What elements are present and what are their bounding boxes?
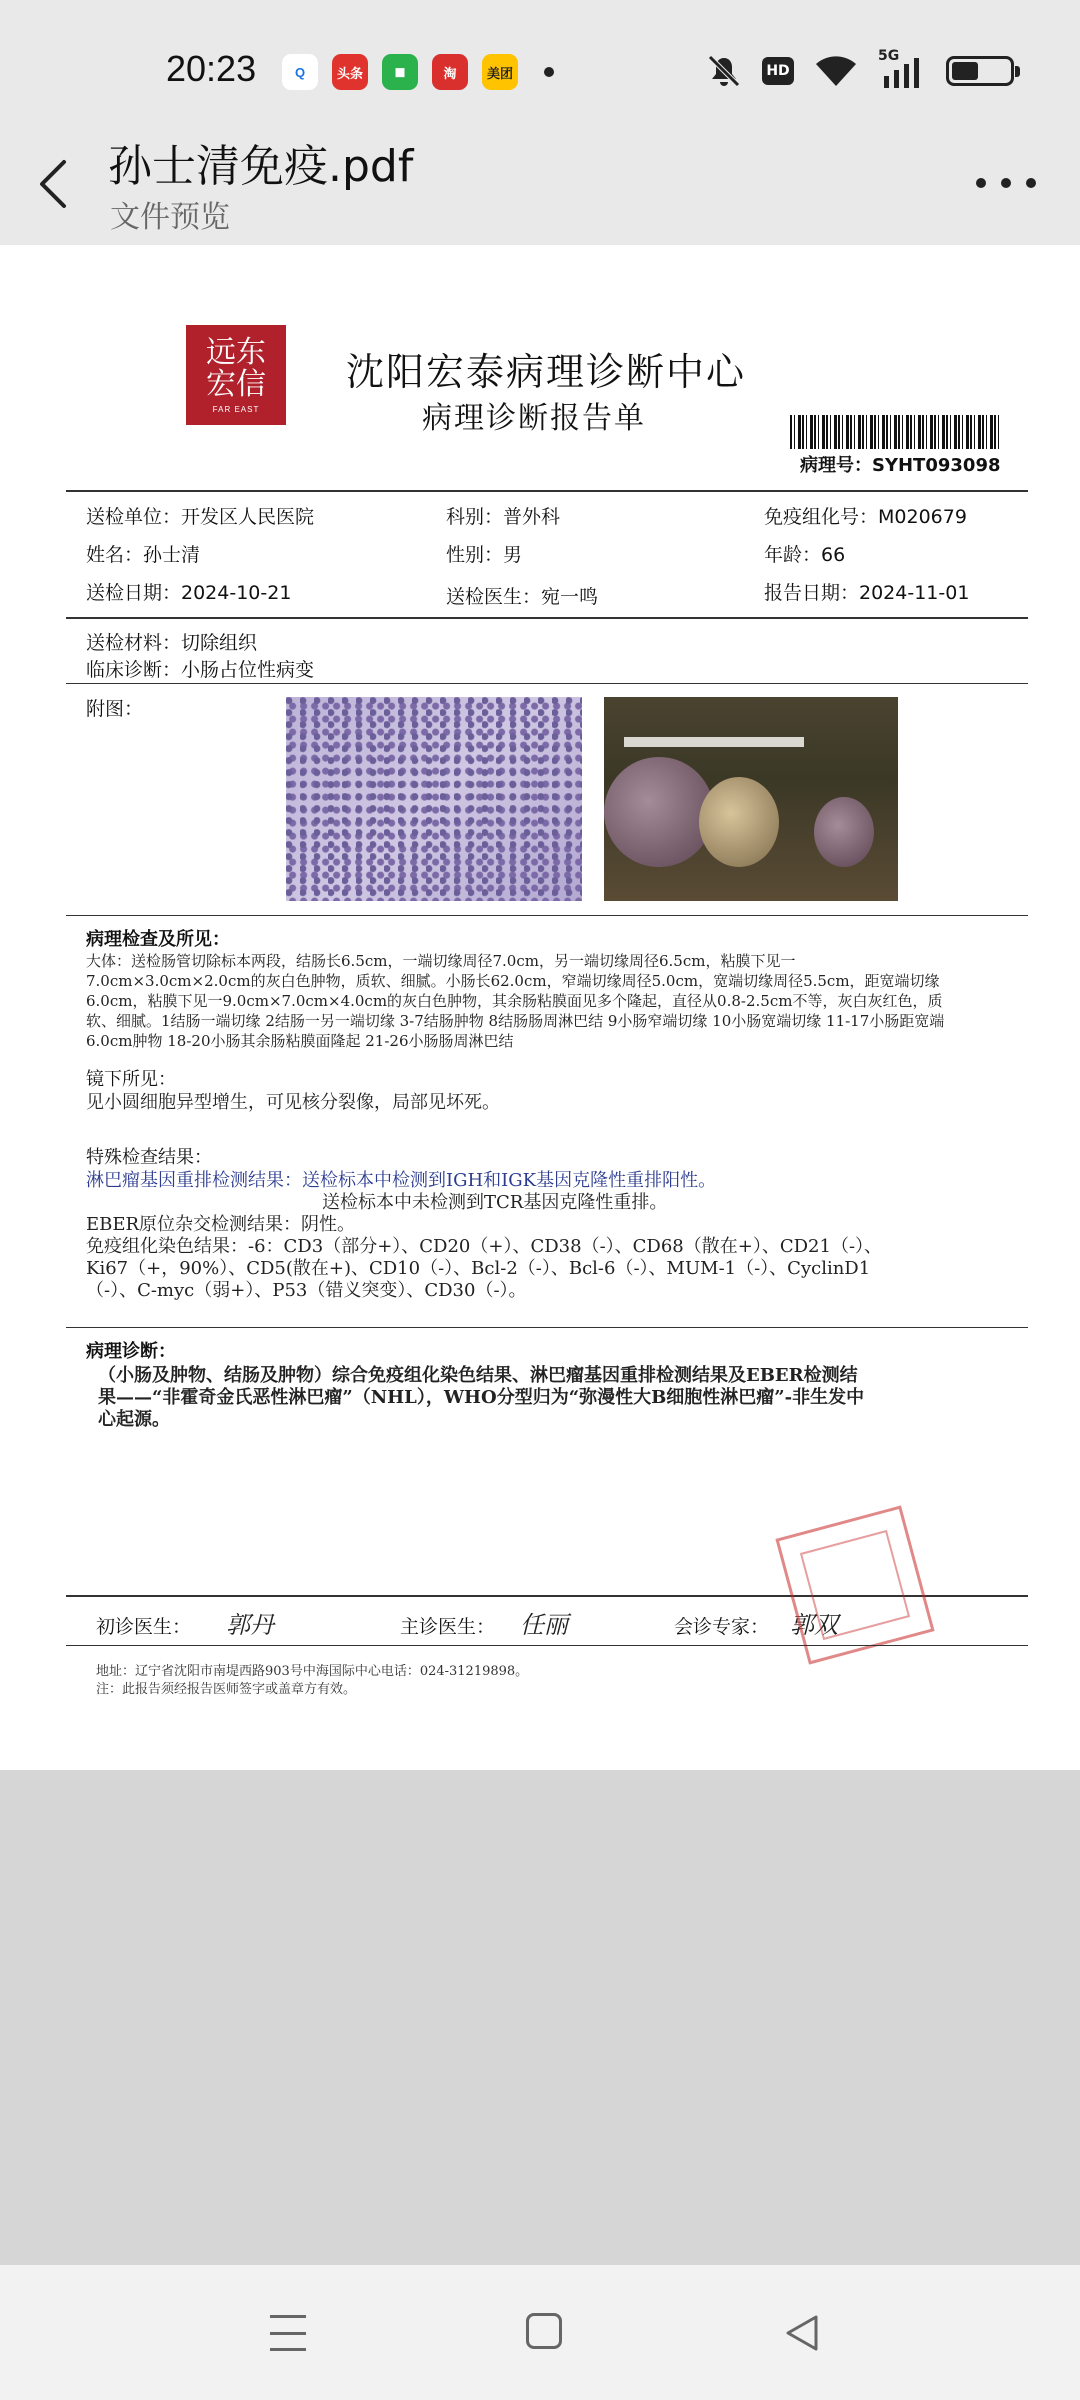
back-triangle-icon[interactable] xyxy=(782,2313,822,2353)
divider xyxy=(66,683,1028,684)
file-title: 孙士清免疫.pdf xyxy=(108,141,414,192)
patient-sex: 性别：男 xyxy=(446,544,523,566)
pdf-page[interactable] xyxy=(0,245,1080,1770)
ihc-result-3: （-）、C-myc（弱+）、P53（错义突变）、CD30（-）。 xyxy=(86,1280,527,1301)
eber-result: EBER原位杂交检测结果：阴性。 xyxy=(86,1214,356,1235)
battery-icon xyxy=(946,56,1014,86)
send-doctor: 送检医生：宛一鸣 xyxy=(446,586,599,608)
seal-stamp xyxy=(775,1505,934,1664)
hospital-logo: 远东 宏信 FAR EAST xyxy=(186,325,286,425)
ihc-number: 免疫组化号：M020679 xyxy=(764,506,967,528)
diagnosis-line-2: 果——“非霍奇金氏恶性淋巴瘤”（NHL），WHO分型归为“弥漫性大B细胞性淋巴瘤”-非生发中 xyxy=(98,1387,865,1408)
send-unit: 送检单位：开发区人民医院 xyxy=(86,506,315,528)
divider xyxy=(66,617,1028,619)
clinical-diagnosis: 临床诊断：小肠占位性病变 xyxy=(86,659,315,681)
main-doctor-signature: 任丽 xyxy=(520,1611,568,1639)
system-icons xyxy=(706,48,1014,88)
consult-label: 会诊专家： xyxy=(674,1616,770,1638)
main-doctor-label: 主诊医生： xyxy=(400,1616,496,1638)
hd-icon: HD xyxy=(762,57,794,85)
file-subtitle: 文件预览 xyxy=(110,200,230,235)
special-heading: 特殊检查结果： xyxy=(86,1147,212,1168)
back-arrow-icon[interactable] xyxy=(30,154,80,214)
divider xyxy=(66,490,1028,492)
status-time: 20:23 xyxy=(166,48,257,89)
pathology-number: 病理号：SYHT093098 xyxy=(800,455,1001,476)
network-type: 5G xyxy=(878,48,900,64)
wifi-icon xyxy=(814,54,858,88)
center-name: 沈阳宏泰病理诊断中心 xyxy=(346,350,747,394)
gross-description: 大体：送检肠管切除标本两段，结肠长6.5cm，一端切缘周径7.0cm，另一端切缘周径6.5cm，粘膜下见一7.0cm×3.0cm×2.0cm的灰白色肿物，质软、细腻。小肠长62.0cm，窄端切缘周径5.0cm，宽端切缘周径5.5cm，距宽端切缘6.0cm，粘膜下见一9.0cm×7.0cm×4.0cm的灰白色肿物，其余肠粘膜面见多个隆起，直径从0.8-2.5cm不等，灰白灰红色，质软、细腻。1结肠一端切缘 2结肠一另一端切缘 3-7结肠肿物 8结肠肠周淋巴结 9小肠窄端切缘 10小肠宽端切缘 11-17小肠距宽端6.0cm肿物 18-20小肠其余肠粘膜面隆起 21-26小肠肠周淋巴结 xyxy=(86,952,945,1050)
ihc-result-2: Ki67（+，90%）、CD5(散在+)、CD10（-）、Bcl-2（-）、Bcl-6（-）、MUM-1（-）、CyclinD1 xyxy=(86,1258,871,1279)
green-app-icon: ◼ xyxy=(382,54,418,90)
diagnosis-line-3: 心起源。 xyxy=(98,1409,170,1430)
address: 地址：辽宁省沈阳市南堤西路903号中海国际中心电话：024-31219898。 xyxy=(96,1664,529,1679)
initial-doctor-signature: 郭丹 xyxy=(226,1611,274,1639)
mute-icon xyxy=(706,55,742,87)
figure-label: 附图： xyxy=(86,698,144,720)
diagnosis-heading: 病理诊断： xyxy=(86,1341,176,1362)
meituan-app-icon: 美团 xyxy=(482,54,518,90)
signal-icon xyxy=(878,48,926,88)
gene-rearrangement-result: 淋巴瘤基因重排检测结果：送检标本中检测到IGH和IGK基因克隆性重排阳性。 xyxy=(86,1170,717,1191)
notification-icons xyxy=(282,54,554,90)
divider xyxy=(66,1327,1028,1328)
search-app-icon: Q xyxy=(282,54,318,90)
specimen-photo xyxy=(604,697,898,901)
validity-note: 注：此报告须经报告医师签字或盖章方有效。 xyxy=(96,1682,357,1697)
report-title: 病理诊断报告单 xyxy=(422,401,646,436)
send-date: 送检日期：2024-10-21 xyxy=(86,582,292,604)
tcr-result: 送检标本中未检测到TCR基因克隆性重排。 xyxy=(322,1192,668,1213)
status-bar xyxy=(0,0,1080,120)
micro-heading: 镜下所见： xyxy=(86,1069,176,1090)
toutiao-app-icon: 头条 xyxy=(332,54,368,90)
taobao-app-icon: 淘 xyxy=(432,54,468,90)
ihc-result-1: 免疫组化染色结果：-6：CD3（部分+）、CD20（+）、CD38（-）、CD68（散在+）、CD21（-）、 xyxy=(86,1236,883,1257)
barcode xyxy=(790,415,1000,449)
divider xyxy=(66,915,1028,916)
consult-signature: 郭双 xyxy=(790,1611,838,1639)
exam-heading: 病理检查及所见： xyxy=(86,929,230,950)
initial-doctor-label: 初诊医生： xyxy=(96,1616,192,1638)
more-options-icon[interactable] xyxy=(976,178,1036,194)
divider xyxy=(66,1645,1028,1646)
department: 科别：普外科 xyxy=(446,506,561,528)
micro-description: 见小圆细胞异型增生，可见核分裂像，局部见坏死。 xyxy=(86,1092,500,1113)
navigation-bar xyxy=(0,2265,1080,2400)
report-date: 报告日期：2024-11-01 xyxy=(764,582,970,604)
patient-age: 年龄：66 xyxy=(764,544,846,566)
microscopy-image xyxy=(286,697,582,901)
title-bar xyxy=(0,120,1080,245)
send-material: 送检材料：切除组织 xyxy=(86,632,258,654)
home-icon[interactable] xyxy=(526,2313,562,2349)
menu-icon[interactable] xyxy=(270,2315,306,2351)
patient-name: 姓名：孙士清 xyxy=(86,544,201,566)
diagnosis-line-1: （小肠及肿物、结肠及肿物）综合免疫组化染色结果、淋巴瘤基因重排检测结果及EBER检测结 xyxy=(98,1365,858,1386)
more-notifications-dot xyxy=(544,67,554,77)
